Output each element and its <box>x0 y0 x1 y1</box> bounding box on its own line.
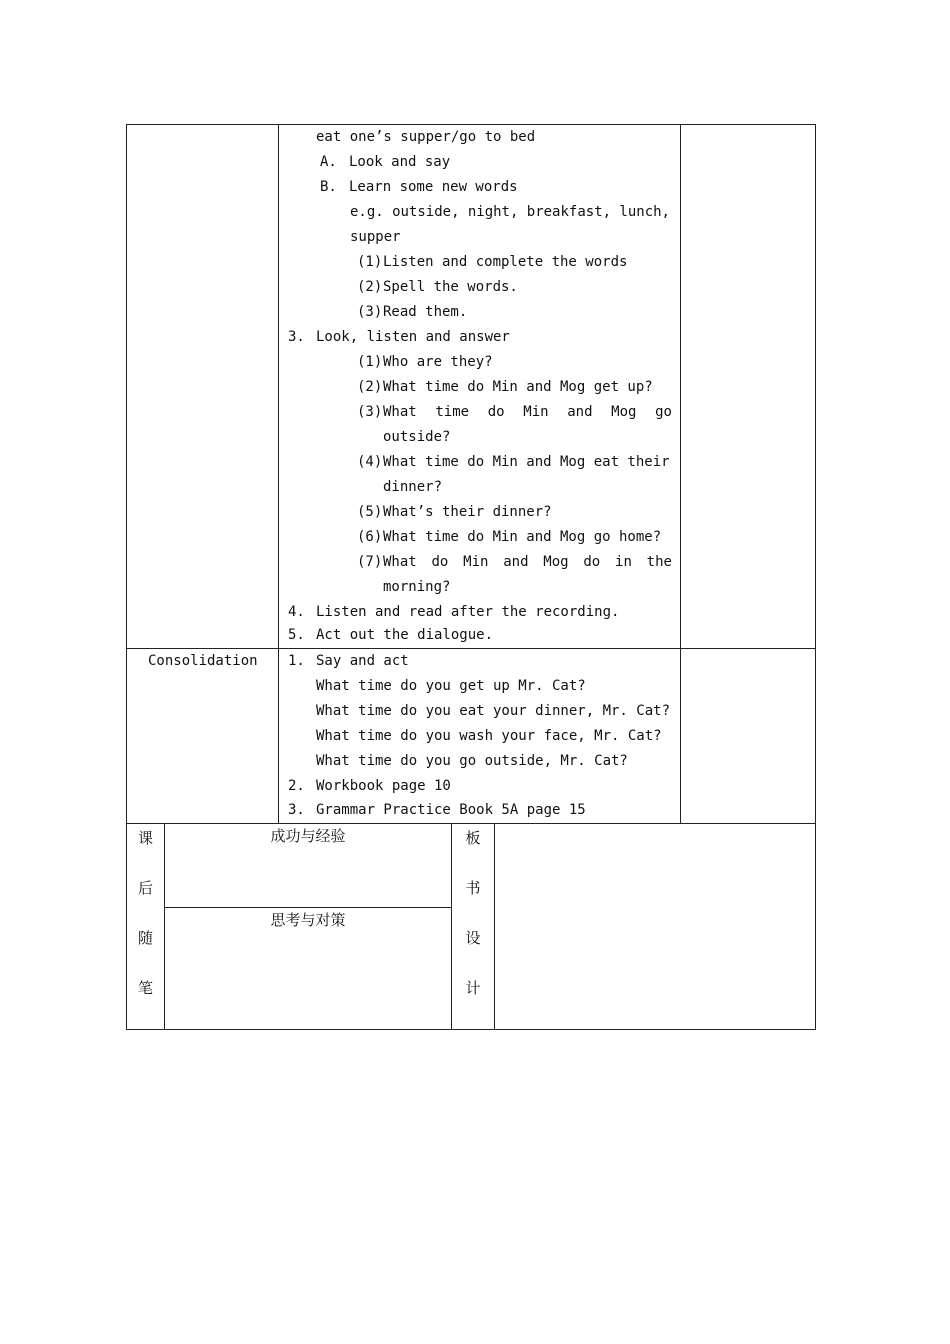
lower-table-col3-divider <box>494 823 495 1030</box>
step-4-text: Listen and read after the recording. <box>316 604 620 620</box>
label-char: 后 <box>137 879 153 897</box>
lower-table-bottom-border <box>126 1029 816 1030</box>
question-number: (1) <box>357 354 383 370</box>
label-char: 笔 <box>137 979 153 997</box>
question-number: (5) <box>357 504 383 520</box>
eg-word: lunch, <box>619 204 670 220</box>
question-text-justified <box>383 550 672 575</box>
word: do <box>487 404 505 420</box>
question-number: (6) <box>357 529 383 545</box>
upper-table-left-border <box>126 124 127 824</box>
substep-number: (2) <box>357 279 383 295</box>
substep-number: (1) <box>357 254 383 270</box>
word: and <box>567 404 593 420</box>
label-char: 设 <box>465 929 481 947</box>
substep-text: Read them. <box>383 304 468 320</box>
word: What <box>383 404 417 420</box>
step-3-title: Look, listen and answer <box>316 329 510 345</box>
word: Min <box>463 554 489 570</box>
label-char: 书 <box>465 879 481 897</box>
consolidation-text: Say and act <box>316 653 409 669</box>
word: in <box>615 554 632 570</box>
consolidation-text: Workbook page 10 <box>316 778 451 794</box>
word: do <box>583 554 601 570</box>
upper-table-col2-divider <box>680 124 681 824</box>
word: Mog <box>611 404 637 420</box>
step-5-text: Act out the dialogue. <box>316 627 494 643</box>
eg-last-word: supper <box>350 229 401 245</box>
consolidation-text: Grammar Practice Book 5A page 15 <box>316 802 586 818</box>
question-continuation: morning? <box>383 579 451 595</box>
consolidation-number: 1. <box>288 653 305 669</box>
step-b-marker: B. <box>320 179 337 195</box>
label-char: 计 <box>465 979 481 997</box>
lower-table-right-border <box>815 823 816 1030</box>
consolidation-text: What time do you get up Mr. Cat? <box>316 678 586 694</box>
consolidation-text: What time do you go outside, Mr. Cat? <box>316 753 628 769</box>
board-design-label <box>452 826 494 1026</box>
consolidation-number: 3. <box>288 802 305 818</box>
substep-text: Listen and complete the words <box>383 254 628 270</box>
question-text: Who are they? <box>383 354 493 370</box>
step-3-number: 3. <box>288 329 305 345</box>
question-text: What time do Min and Mog go home? <box>383 529 662 545</box>
label-char: 随 <box>137 929 153 947</box>
upper-table-col1-divider <box>278 124 279 824</box>
question-text: What time do Min and Mog get up? <box>383 379 653 395</box>
word: Mog <box>543 554 569 570</box>
supper-bed-line: eat one’s supper/go to bed <box>316 129 536 145</box>
success-experience-heading: 成功与经验 <box>270 827 346 845</box>
example-words-row <box>350 200 670 225</box>
question-text: What’s their dinner? <box>383 504 552 520</box>
consolidation-text: What time do you wash your face, Mr. Cat? <box>316 728 662 744</box>
question-text-justified <box>383 400 672 425</box>
eg-word: outside, <box>392 204 460 220</box>
question-text: What time do Min and Mog eat their <box>383 454 670 470</box>
word: go <box>655 404 672 420</box>
question-number: (4) <box>357 454 383 470</box>
eg-word: breakfast, <box>526 204 612 220</box>
after-class-notes-label <box>127 826 164 1026</box>
question-number: (3) <box>357 404 383 420</box>
word: Min <box>523 404 549 420</box>
step-a-text: Look and say <box>349 154 451 170</box>
substep-text: Spell the words. <box>383 279 518 295</box>
substep-number: (3) <box>357 304 383 320</box>
question-continuation: dinner? <box>383 479 443 495</box>
word: do <box>431 554 449 570</box>
eg-word: night, <box>467 204 519 220</box>
label-char: 板 <box>465 829 481 847</box>
word: the <box>646 554 672 570</box>
step-4-number: 4. <box>288 604 305 620</box>
consolidation-number: 2. <box>288 778 305 794</box>
question-number: (7) <box>357 554 383 570</box>
question-number: (2) <box>357 379 383 395</box>
upper-table-right-border <box>815 124 816 824</box>
word: and <box>503 554 529 570</box>
word: What <box>383 554 417 570</box>
step-a-marker: A. <box>320 154 337 170</box>
step-b-text: Learn some new words <box>349 179 518 195</box>
label-char: 课 <box>137 829 153 847</box>
question-continuation: outside? <box>383 429 451 445</box>
consolidation-text: What time do you eat your dinner, Mr. Cat? <box>316 703 671 719</box>
step-5-number: 5. <box>288 627 305 643</box>
word: time <box>435 404 470 420</box>
consolidation-label: Consolidation <box>148 653 258 669</box>
reflection-strategy-heading: 思考与对策 <box>270 911 346 929</box>
eg-prefix: e.g. <box>350 204 384 220</box>
